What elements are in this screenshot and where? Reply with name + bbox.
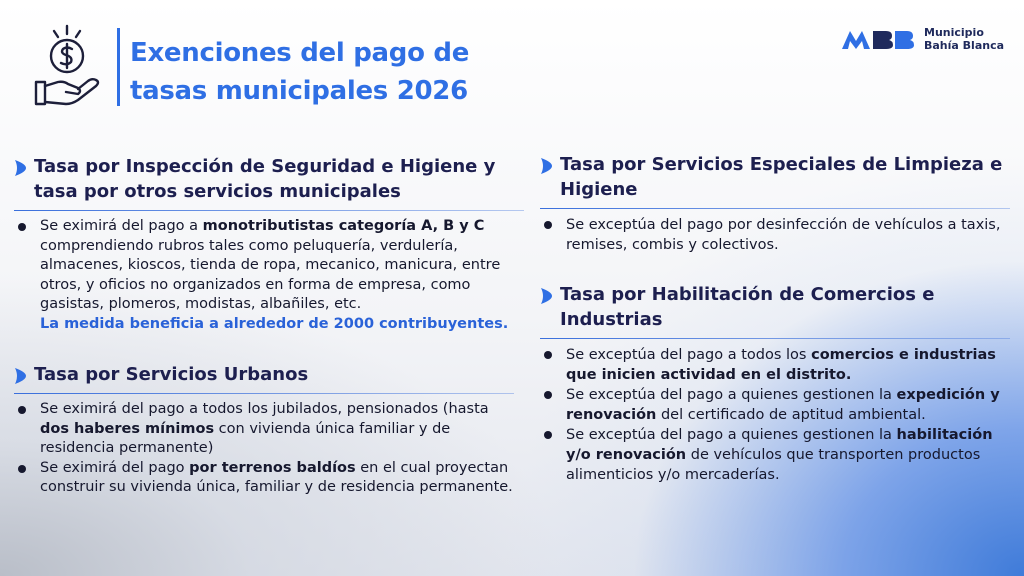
list-item (540, 215, 1010, 255)
section-title: Tasa por Inspección de Seguridad e Higiene y tasa por otros servicios municipales (34, 156, 496, 202)
page-title: Exenciones del pago de tasas municipales 2026 (130, 38, 470, 106)
item-text: Se exceptúa del pago por desinfección de vehículos a taxis, remises, combis y colectivos. (566, 217, 1001, 253)
logo-line-2: Bahía Blanca (924, 39, 1005, 52)
list-item (14, 459, 514, 498)
item-bold-text: expedición y renovación (566, 387, 1000, 423)
item-text: Se eximirá del pago a (40, 218, 203, 234)
item-bold-text: dos haberes mínimos (40, 420, 215, 437)
highlight-text: La medida beneficia a alrededor de 2000 contribuyentes. (40, 315, 509, 332)
item-text-post: comprendiendo rubros tales como peluquería, verdulería, almacenes, kioscos, tienda de ropa, mecanico, manicura, entre otros, y oficios no organizados en forma de empresa, como gasistas, plomeros, modistas, albañiles, etc. (40, 237, 501, 312)
section-heading (14, 154, 524, 204)
section-rule (14, 393, 514, 394)
item-bold-text: por terrenos baldíos (189, 459, 356, 476)
bullet-list (540, 345, 1010, 485)
list-item (540, 385, 1010, 425)
item-text-post: de vehículos que transporten productos alimenticios y/o mercaderías. (566, 447, 981, 483)
bullet-list (14, 217, 524, 334)
list-item (540, 425, 1010, 485)
section-rule (540, 208, 1010, 209)
bullet-list (14, 400, 514, 498)
municipio-logo-mark-icon (840, 27, 916, 51)
logo-line-1: Municipio (924, 26, 984, 39)
section-title: Tasa por Habilitación de Comercios e Industrias (560, 284, 935, 330)
item-text-post: en el cual proyectan construir su vivienda única, familiar y de residencia permanente. (40, 459, 513, 495)
bullet-icon (18, 465, 26, 473)
list-item (14, 217, 524, 334)
chevron-right-icon (14, 368, 26, 384)
bullet-icon (544, 221, 552, 229)
bullet-icon (544, 351, 552, 359)
item-text-post: del certificado de aptitud ambiental. (656, 407, 926, 423)
item-text: Se exceptúa del pago a todos los (566, 347, 812, 363)
municipio-logo (840, 26, 1004, 52)
section-rule (540, 338, 1010, 339)
section-limpieza-higiene (540, 152, 1010, 255)
item-text: Se exceptúa del pago a quienes gestionen la (566, 387, 897, 403)
item-text-post: con vivienda única familiar y de residencia permanente) (40, 420, 451, 456)
header-divider (117, 28, 120, 106)
chevron-right-icon (540, 158, 552, 174)
municipio-logo-text (924, 26, 1004, 52)
list-item (540, 345, 1010, 385)
item-bold-text: monotributistas categoría A, B y C (202, 218, 485, 234)
section-heading (540, 282, 1010, 332)
section-title: Tasa por Servicios Urbanos (34, 364, 309, 385)
bullet-list (540, 215, 1010, 255)
item-bold-text: habilitación y/o renovación (566, 427, 993, 463)
bullet-icon (544, 431, 552, 439)
section-seguridad-higiene (14, 154, 524, 334)
item-text: Se exceptúa del pago a quienes gestionen la (566, 427, 897, 443)
bullet-icon (18, 406, 26, 414)
bullet-icon (18, 223, 26, 231)
chevron-right-icon (540, 288, 552, 304)
bullet-icon (544, 391, 552, 399)
item-text: Se eximirá del pago a todos los jubilados, pensionados (hasta (40, 401, 489, 417)
chevron-right-icon (14, 160, 26, 176)
money-hand-icon (30, 22, 110, 112)
section-title: Tasa por Servicios Especiales de Limpieza e Higiene (560, 154, 1003, 200)
list-item (14, 400, 514, 459)
section-heading (540, 152, 1010, 202)
item-text: Se eximirá del pago (40, 459, 190, 476)
section-servicios-urbanos (14, 362, 514, 498)
section-heading (14, 362, 514, 387)
section-rule (14, 210, 524, 211)
section-habilitacion-comercios (540, 282, 1010, 485)
item-bold-text: comercios e industrias que inicien actividad en el distrito. (566, 347, 996, 383)
